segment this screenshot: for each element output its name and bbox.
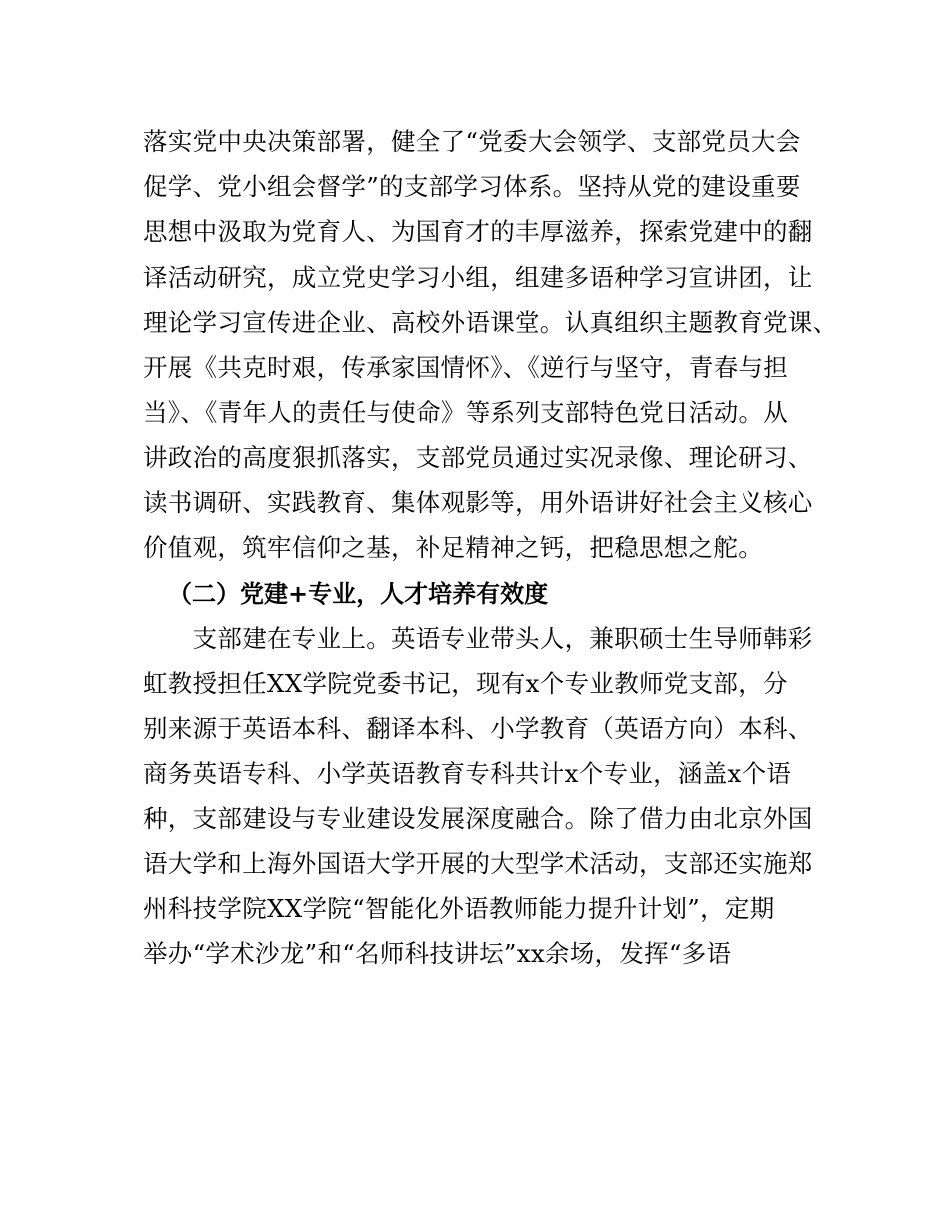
- paragraph-line: 种，支部建设与专业建设发展深度融合。除了借力由北京外国: [143, 804, 813, 833]
- paragraph-line: 虹教授担任XX学院党委书记，现有x个专业教师党支部，分: [143, 669, 788, 698]
- section-heading: （二）党建+专业，人才培养有效度: [168, 580, 549, 608]
- paragraph-line: 思想中汲取为党育人、为国育才的丰厚滋养，探索党建中的翻: [143, 217, 813, 246]
- paragraph-line: 讲政治的高度狠抓落实，支部党员通过实况录像、理论研习、: [143, 443, 813, 472]
- paragraph-line: 读书调研、实践教育、集体观影等，用外语讲好社会主义核心: [143, 488, 813, 517]
- paragraph-line: 举办“学术沙龙”和“名师科技讲坛”xx余场，发挥“多语: [143, 939, 732, 968]
- paragraph-line: 别来源于英语本科、翻译本科、小学教育（英语方向）本科、: [143, 714, 813, 743]
- paragraph-line: 语大学和上海外国语大学开展的大型学术活动，支部还实施郑: [143, 849, 813, 878]
- paragraph-line: 落实党中央决策部署，健全了“党委大会领学、支部党员大会: [143, 127, 801, 156]
- paragraph-line: 译活动研究，成立党史学习小组，组建多语种学习宣讲团，让: [143, 263, 813, 292]
- paragraph-line: 商务英语专科、小学英语教育专科共计x个专业，涵盖x个语: [143, 759, 792, 788]
- paragraph-line: 支部建在专业上。英语专业带头人，兼职硕士生导师韩彩: [143, 624, 813, 653]
- paragraph-line: 州科技学院XX学院“智能化外语教师能力提升计划”，定期: [143, 894, 775, 923]
- paragraph-line: 价值观，筑牢信仰之基，补足精神之钙，把稳思想之舵。: [143, 533, 763, 562]
- paragraph-line: 开展《共克时艰，传承家国情怀》、《逆行与坚守，青春与担: [143, 353, 789, 382]
- paragraph-line: 当》、《青年人的责任与使命》等系列支部特色党日活动。从: [143, 398, 789, 427]
- paragraph-line: 促学、党小组会督学”的支部学习体系。坚持从党的建设重要: [143, 172, 801, 201]
- paragraph-line: 理论学习宣传进企业、高校外语课堂。认真组织主题教育党课、: [143, 308, 838, 337]
